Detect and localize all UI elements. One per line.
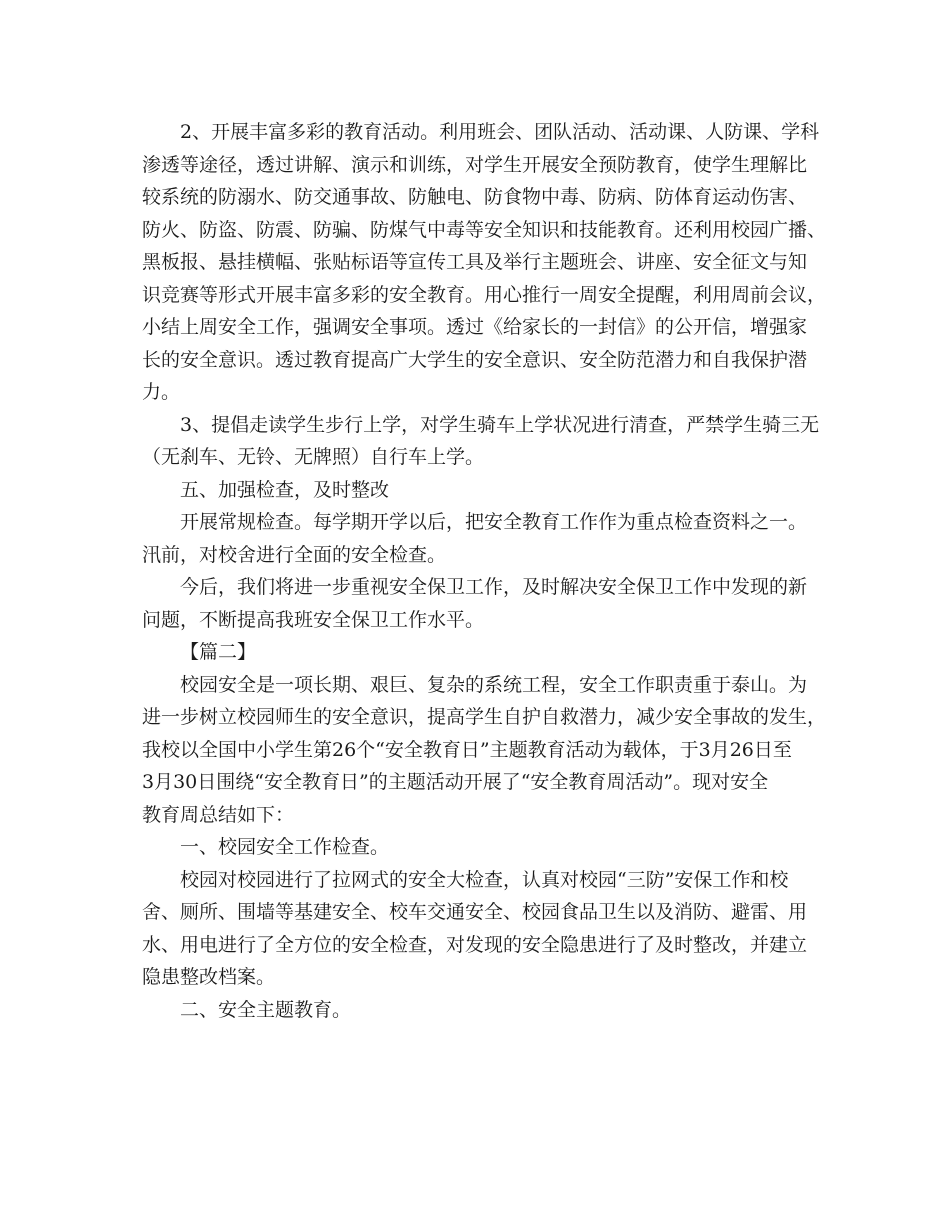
text-line: 2、开展丰富多彩的教育活动。利用班会、团队活动、活动课、人防课、学科 bbox=[180, 121, 820, 143]
text-line: 二、安全主题教育。 bbox=[180, 998, 352, 1021]
text-line: 力。 bbox=[142, 381, 181, 403]
text-line: 黑板报、悬挂横幅、张贴标语等宣传工具及举行主题班会、讲座、安全征文与知 bbox=[142, 251, 808, 273]
text-line: 进一步树立校园师生的安全意识，提高学生自护自救潜力，减少安全事故的发生， bbox=[142, 706, 827, 728]
text-line: 我校以全国中小学生第26个“安全教育日”主题教育活动为载体，于3月26日至 bbox=[142, 738, 792, 761]
text-line: 水、用电进行了全方位的安全检查，对发现的安全隐患进行了及时整改，并建立 bbox=[142, 933, 808, 956]
text-line: 今后，我们将进一步重视安全保卫工作，及时解决安全保卫工作中发现的新 bbox=[180, 576, 808, 598]
text-line: 汛前，对校舍进行全面的安全检查。 bbox=[142, 543, 447, 566]
text-line: 较系统的防溺水、防交通事故、防触电、防食物中毒、防病、防体育运动伤害、 bbox=[142, 186, 808, 208]
text-line: 识竞赛等形式开展丰富多彩的安全教育。用心推行一周安全提醒，利用周前会议， bbox=[142, 283, 827, 306]
text-line: 舍、厕所、围墙等基建安全、校车交通安全、校园食品卫生以及消防、避雷、用 bbox=[142, 901, 808, 923]
text-line: （无刹车、无铃、无牌照）自行车上学。 bbox=[142, 446, 485, 468]
text-line: 五、加强检查，及时整改 bbox=[180, 478, 390, 501]
text-line: 问题，不断提高我班安全保卫工作水平。 bbox=[142, 608, 485, 631]
text-line: 校园对校园进行了拉网式的安全大检查，认真对校园“三防”安保工作和校 bbox=[180, 868, 789, 891]
text-line: 一、校园安全工作检查。 bbox=[180, 836, 390, 858]
text-line: 渗透等途径，透过讲解、演示和训练，对学生开展安全预防教育，使学生理解比 bbox=[142, 153, 808, 176]
text-line: 防火、防盗、防震、防骗、防煤气中毒等安全知识和技能教育。还利用校园广播、 bbox=[142, 218, 827, 241]
text-line: 开展常规检查。每学期开学以后，把安全教育工作作为重点检查资料之一。 bbox=[180, 511, 808, 533]
text-line: 校园安全是一项长期、艰巨、复杂的系统工程，安全工作职责重于泰山。为 bbox=[180, 673, 808, 696]
text-line: 隐患整改档案。 bbox=[142, 966, 276, 988]
document-body bbox=[142, 116, 827, 1026]
text-line: 【篇二】 bbox=[180, 641, 257, 663]
text-line: 3、提倡走读学生步行上学，对学生骑车上学状况进行清查，严禁学生骑三无 bbox=[180, 413, 820, 436]
text-line: 小结上周安全工作，强调安全事项。透过《给家长的一封信》的公开信，增强家 bbox=[142, 316, 808, 338]
text-line: 3月30日围绕“安全教育日”的主题活动开展了“安全教育周活动”。现对安全 bbox=[142, 771, 769, 793]
text-line: 教育周总结如下： bbox=[142, 803, 295, 826]
text-line: 长的安全意识。透过教育提高广大学生的安全意识、安全防范潜力和自我保护潜 bbox=[142, 348, 808, 371]
